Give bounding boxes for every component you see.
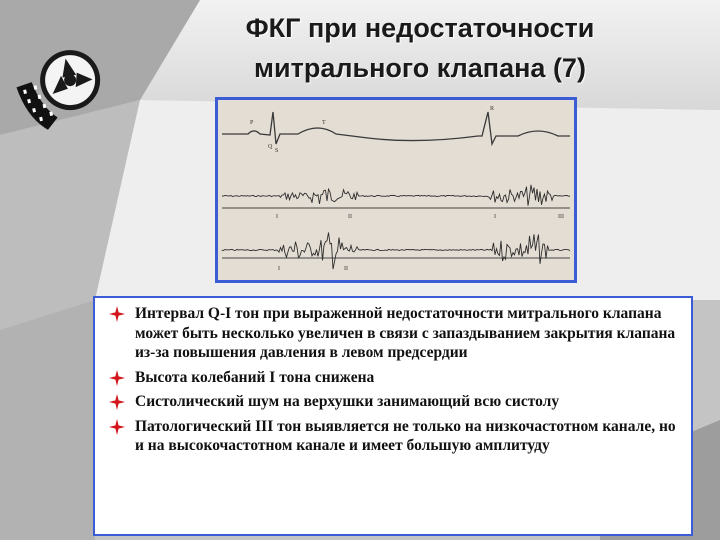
star-bullet-icon <box>109 306 125 322</box>
title-line-1: ФКГ при недостаточности <box>245 13 595 43</box>
ecg-label: Q <box>268 144 273 150</box>
film-reel-icon <box>12 40 112 140</box>
ecg-label: P <box>250 120 254 126</box>
channel-label: I <box>278 266 280 272</box>
list-item <box>109 392 677 412</box>
channel-label: II <box>348 214 352 220</box>
list-item <box>109 417 677 456</box>
title-line-2: митрального клапана (7) <box>254 53 586 83</box>
channel-label: I <box>276 214 278 220</box>
ecg-label: S <box>275 148 279 154</box>
channel-label: II <box>344 266 348 272</box>
slide-title <box>200 8 640 88</box>
bullet-text: Систолический шум на верхушки занимающий всю систолу <box>135 393 560 410</box>
ecg-label: T <box>322 120 326 126</box>
list-item <box>109 304 677 363</box>
bullet-text: Патологический III тон выявляется не только на низкочастотном канале, но и на высокочастотном канале и имеет большую амплитуду <box>135 417 676 454</box>
channel-label: I <box>494 214 496 220</box>
phonocardiogram-image <box>218 100 574 280</box>
bullet-text-box <box>93 296 693 536</box>
phonocardiogram-figure <box>215 97 577 283</box>
bullet-list <box>109 304 677 456</box>
bullet-text: Высота колебаний I тона снижена <box>135 368 375 386</box>
bullet-text: Интервал Q-I тон при выраженной недостаточности митрального клапана может быть несколько увеличен в связи с запаздыванием закрытия клапана из-за повышения давления в левом предсердии <box>135 305 676 361</box>
channel-label: III <box>558 214 564 220</box>
star-bullet-icon <box>109 394 125 410</box>
ecg-label: R <box>490 106 495 112</box>
star-bullet-icon <box>109 370 125 386</box>
list-item <box>109 368 677 388</box>
star-bullet-icon <box>109 419 125 435</box>
